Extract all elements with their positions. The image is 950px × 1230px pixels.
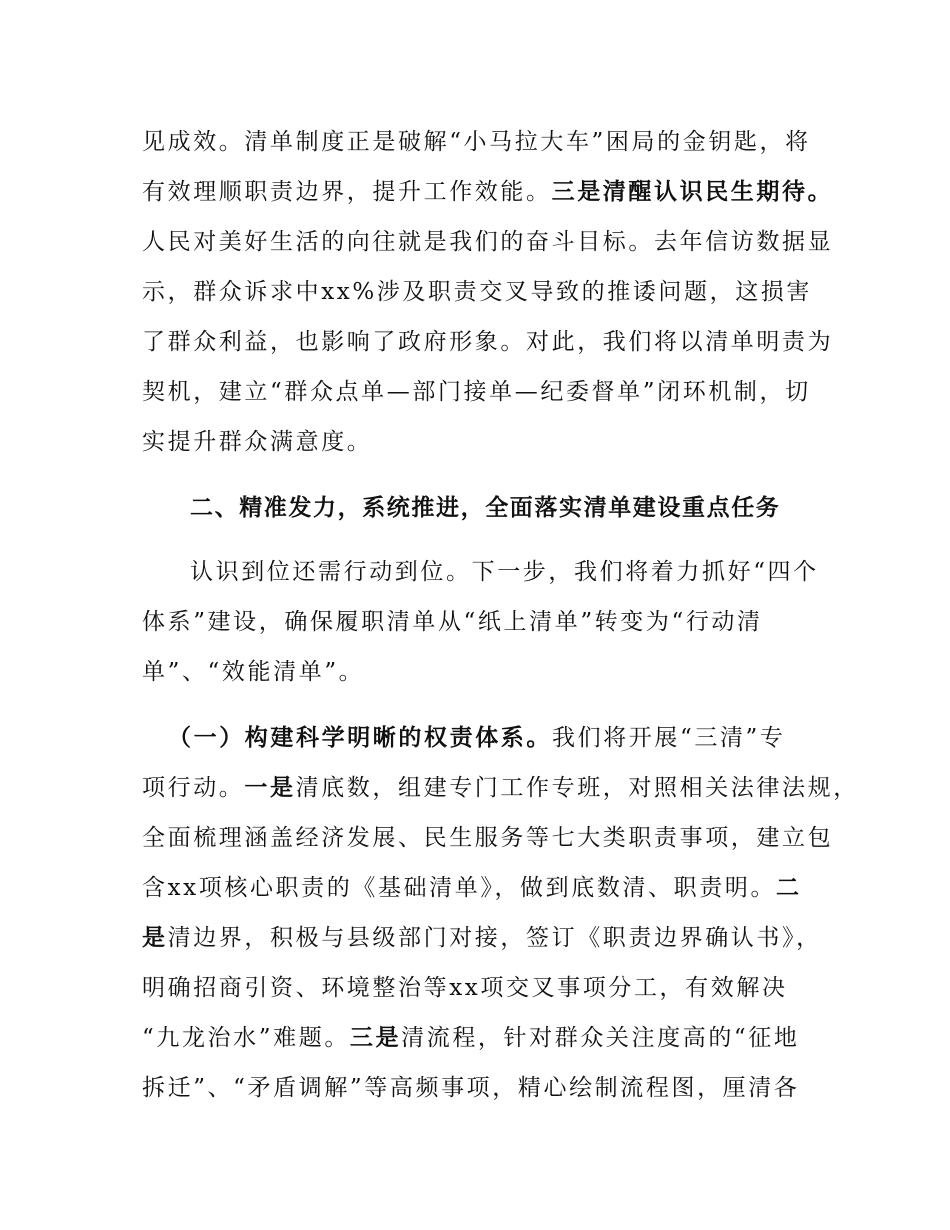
text-line (142, 276, 832, 309)
text-span: 实提升群众满意度。 (142, 429, 373, 455)
bold-phrase: 是 (142, 925, 168, 951)
text-span: 单”、“效能清单”。 (142, 659, 365, 685)
text-line (168, 722, 832, 755)
bold-phrase: 一是 (244, 775, 296, 801)
text-span: 清边界，积极与县级部门对接，签订《职责边界确认书》， (167, 925, 822, 951)
text-line (142, 376, 832, 409)
bold-phrase: 三是清醒认识民生期待。 (551, 179, 834, 205)
bold-phrase: （一）构建科学明晰的权责体系。 (168, 725, 552, 751)
text-span: 人民对美好生活的向往就是我们的奋斗目标。去年信访数据显 (142, 229, 834, 255)
text-line (142, 326, 832, 359)
text-line (142, 872, 832, 905)
text-line (142, 606, 832, 639)
text-span: “九龙治水”难题。 (142, 1025, 350, 1051)
text-span: 清底数，组建专门工作专班，对照相关法律法规， (295, 775, 859, 801)
text-line (142, 1072, 832, 1105)
text-span: 体系”建设，确保履职清单从“纸上清单”转变为“行动清 (142, 609, 763, 635)
section-heading: 二、精准发力，系统推进，全面落实清单建设重点任务 (190, 495, 781, 521)
text-span: 全面梳理涵盖经济发展、民生服务等七大类职责事项，建立包 (142, 825, 834, 851)
text-line (142, 772, 859, 805)
text-span: 见成效。清单制度正是破解“小马拉大车”困局的金钥匙，将 (142, 129, 811, 155)
text-span: 有效理顺职责边界，提升工作效能。 (142, 179, 552, 205)
text-span: 明确招商引资、环境整治等xx项交叉事项分工，有效解决 (142, 975, 788, 1001)
text-span: 示，群众诉求中xx%涉及职责交叉导致的推诿问题，这损害 (142, 279, 812, 305)
text-span: 了群众利益，也影响了政府形象。对此，我们将以清单明责为 (142, 329, 834, 355)
text-line (142, 126, 832, 159)
text-line (142, 1022, 832, 1055)
text-line (142, 822, 832, 855)
bold-phrase: 二 (776, 875, 802, 901)
text-span: 项行动。 (142, 775, 245, 801)
text-span: 我们将开展“三清”专 (552, 725, 786, 751)
text-span: 认识到位还需行动到位。下一步，我们将着力抓好“四个 (190, 559, 819, 585)
text-line (142, 226, 832, 259)
text-span: 含xx项核心职责的《基础清单》，做到底数清、职责明。 (142, 875, 777, 901)
text-span: 清流程，针对群众关注度高的“征地 (401, 1025, 800, 1051)
text-line (142, 426, 832, 459)
text-line (142, 176, 832, 209)
text-span: 契机，建立“群众点单—部门接单—纪委督单”闭环机制，切 (142, 379, 811, 405)
bold-phrase: 三是 (349, 1025, 402, 1051)
text-line (142, 656, 832, 689)
text-span: 拆迁”、“矛盾调解”等高频事项，精心绘制流程图，厘清各 (142, 1075, 800, 1101)
text-line (142, 922, 832, 955)
text-line (190, 556, 830, 589)
text-line (142, 972, 832, 1005)
